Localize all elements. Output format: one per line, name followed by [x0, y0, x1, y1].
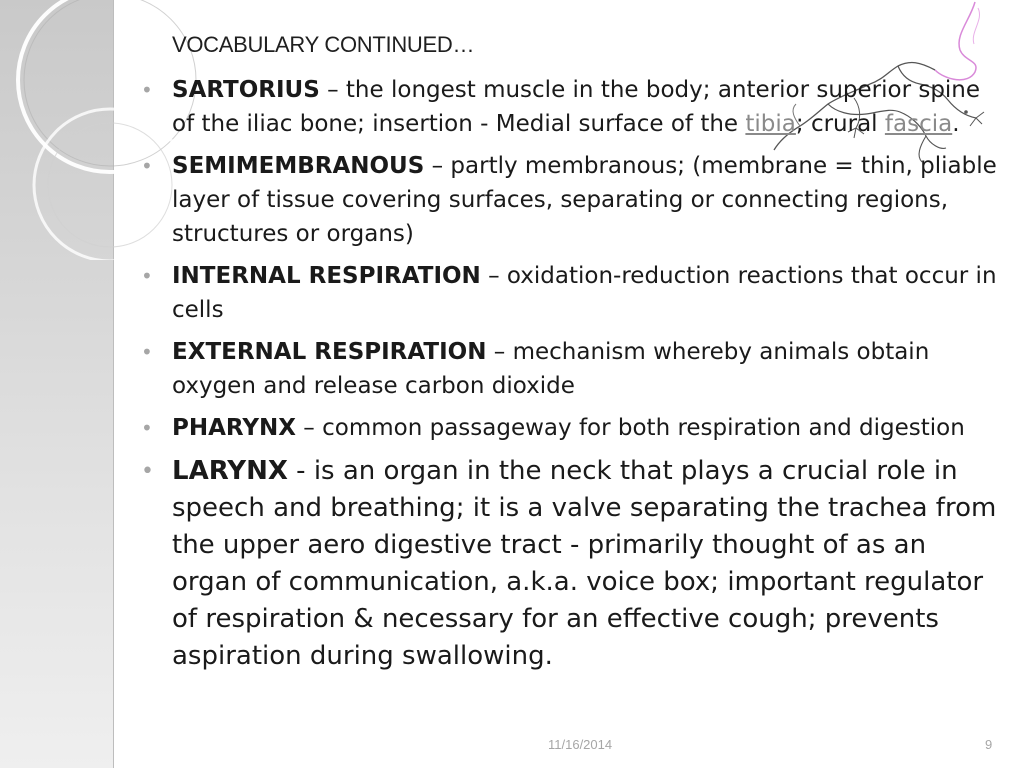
list-item-pharynx	[140, 411, 1000, 445]
bullet-icon: •	[141, 154, 153, 178]
bullet-icon: •	[141, 264, 153, 288]
list-item-semimembranous	[140, 149, 1000, 251]
bullet-icon: •	[141, 459, 154, 484]
bullet-icon: •	[141, 416, 153, 440]
definition-external-respiration: – mechanism whereby animals obtain oxygen and release carbon dioxide	[172, 339, 930, 399]
definition-pharynx: – common passageway for both respiration and digestion	[296, 415, 965, 441]
term-semimembranous: SEMIMEMBRANOUS	[172, 153, 425, 179]
vocabulary-content	[140, 73, 1000, 683]
term-external-respiration: EXTERNAL RESPIRATION	[172, 339, 487, 365]
bullet-icon: •	[141, 340, 153, 364]
definition-larynx: - is an organ in the neck that plays a crucial role in speech and breathing; it is a valve separating the trachea from the upper aero digestive tract - primarily thought of as an organ of communication, a.k.a. voice box; important regulator of respiration & necessary for an effective cough; prevents aspiration during swallowing.	[172, 456, 997, 671]
definition-internal-respiration: – oxidation-reduction reactions that occur in cells	[172, 263, 997, 323]
list-item-larynx	[140, 453, 1000, 675]
slide-number: 9	[985, 737, 993, 752]
term-internal-respiration: INTERNAL RESPIRATION	[172, 263, 481, 289]
definition-semimembranous: – partly membranous; (membrane = thin, pliable layer of tissue covering surfaces, separating or connecting regions, structures or organs)	[172, 153, 997, 247]
bullet-icon: •	[141, 78, 153, 102]
list-item-internal-respiration	[140, 259, 1000, 327]
term-pharynx: PHARYNX	[172, 415, 296, 441]
definition-sartorius-part2: ; crural	[795, 111, 885, 137]
slide-title: VOCABULARY CONTINUED…	[172, 32, 475, 57]
term-larynx: LARYNX	[172, 456, 288, 486]
definition-sartorius-part1: – the longest muscle in the body; anterior superior spine of the iliac bone; insertion - Medial surface of the	[172, 77, 981, 137]
definition-sartorius-part3: .	[952, 111, 960, 137]
list-item-sartorius	[140, 73, 1000, 141]
vocabulary-list	[140, 73, 1000, 675]
term-sartorius: SARTORIUS	[172, 77, 320, 103]
link-tibia[interactable]: tibia	[745, 111, 796, 137]
footer-date: 11/16/2014	[548, 737, 613, 752]
link-fascia[interactable]: fascia	[884, 111, 953, 137]
list-item-external-respiration	[140, 335, 1000, 403]
